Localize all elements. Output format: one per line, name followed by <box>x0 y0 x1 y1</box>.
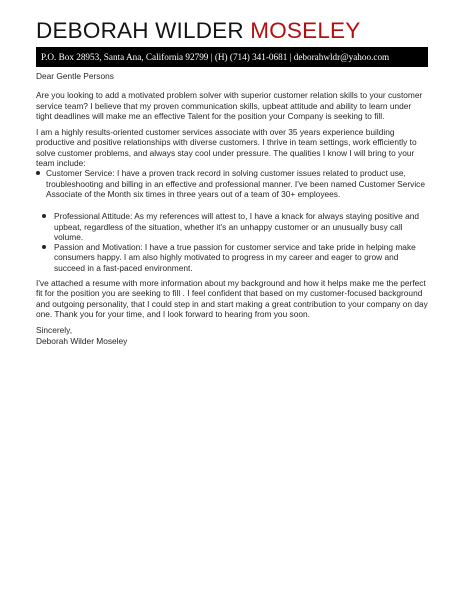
salutation: Dear Gentle Persons <box>36 71 114 81</box>
closing: Sincerely, <box>36 325 73 336</box>
last-name: MOSELEY <box>250 18 361 43</box>
contact-bar <box>36 47 428 67</box>
paragraph-intro: Are you looking to add a motivated problem solver with superior customer relation skills to your customer service team? I believe that my proven communication skills, upbeat attitude and ability to learn under tight deadlines will make me an effective Talent for the position your Company is seeking to fill. <box>36 90 423 121</box>
spacer <box>36 199 428 211</box>
qualities-list-1 <box>36 168 428 199</box>
letter-body <box>36 71 428 346</box>
applicant-name <box>36 18 360 44</box>
first-name: DEBORAH WILDER <box>36 18 244 43</box>
signature-name: Deborah Wilder Moseley <box>36 335 128 346</box>
qualities-list-2 <box>36 211 428 273</box>
contact-info: P.O. Box 28953, Santa Ana, California 92799 | (H) (714) 341-0681 | deborahwldr@yahoo.com <box>41 52 390 62</box>
list-item: Customer Service: I have a proven track record in solving customer issues related to product use, troubleshooting and billing in an effective and professional manner. I've been named Customer Service Associate of the Month six times in three years out of a team of 30+ employees. <box>36 168 428 199</box>
paragraph-closing: I've attached a resume with more information about my background and how it helps make me the perfect fit for the position you are seeking to fill . I feel confident that based on my customer-focused background and outgoing personality, that I could step in and start making a great contribution to your company on day one. Thank you for your time, and I look forward to hearing from you soon. <box>36 278 428 319</box>
list-item: Professional Attitude: As my references will attest to, I have a knack for always staying positive and upbeat, regardless of the situation, whether it's an unhappy customer or an unusually busy call volume. <box>36 211 428 242</box>
list-item: Passion and Motivation: I have a true passion for customer service and take pride in helping make consumers happy. I am also highly motivated to progress in my career and eager to grow and succeed in a fast-paced environment. <box>36 242 428 273</box>
paragraph-experience: I am a highly results-oriented customer services associate with over 35 years experience building productive and positive relationships with diverse customers. I thrive in team settings, work efficiently to solve customer problems, and always stay cool under pressure. The qualities I know I will bring to your team include: <box>36 127 417 169</box>
